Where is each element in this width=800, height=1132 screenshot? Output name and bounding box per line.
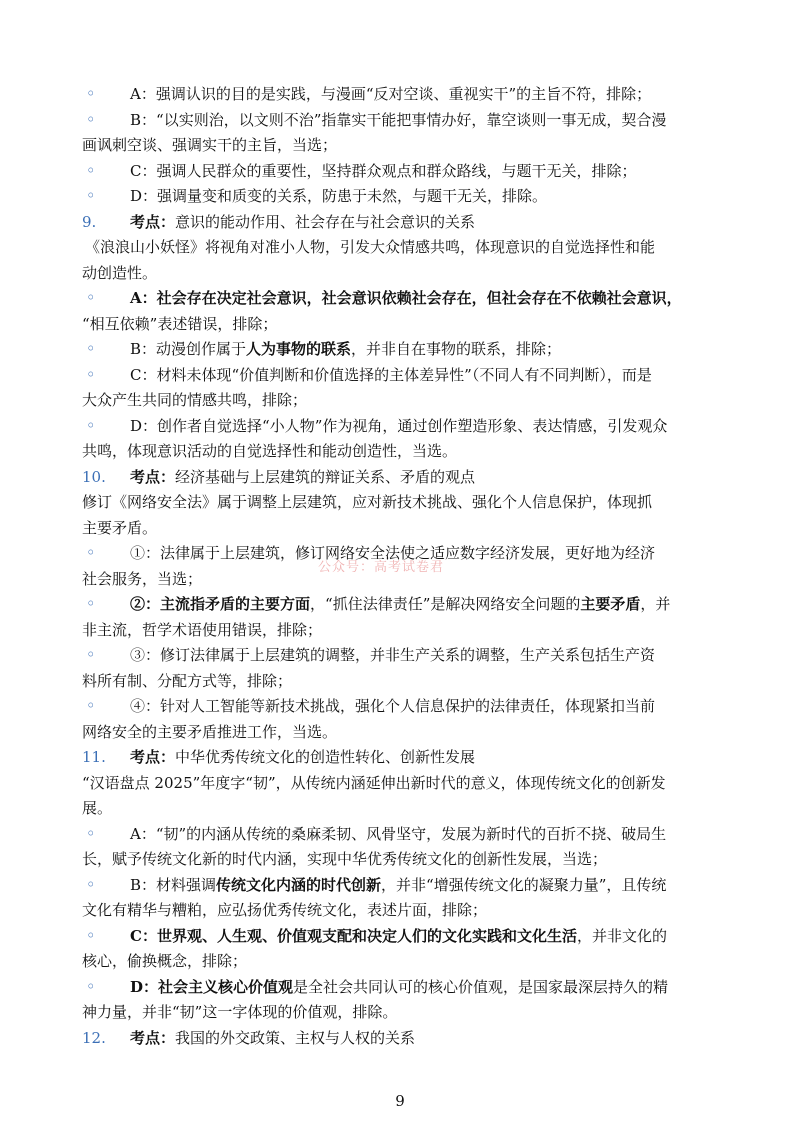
- text: 文化有精华与糟粕，应弘扬优秀传统文化，表述片面，排除；: [82, 901, 488, 919]
- text: 神力量，并非“韧”这一字体现的价值观，排除。: [82, 1003, 398, 1021]
- text: 长，赋予传统文化新的时代内涵，实现中华优秀传统文化的创新性发展，当选；: [82, 850, 608, 868]
- bullet-icon: ◦: [86, 84, 96, 103]
- bold-text: 社会存在决定社会意识，社会意识依赖社会存在，但社会存在不依赖社会意识，: [156, 289, 682, 307]
- option-line-cont: [82, 720, 722, 746]
- text: 展。: [82, 799, 113, 817]
- text: 共鸣，体现意识活动的自觉选择性和能动创造性，当选。: [82, 442, 458, 460]
- text: 社会服务，当选；: [82, 569, 203, 588]
- option-line: [82, 108, 722, 134]
- bullet-icon: ◦: [86, 823, 96, 843]
- option-line: [82, 286, 722, 312]
- text: 是全社会共同认可的核心价值观，是国家最深层持久的精: [293, 977, 669, 996]
- bold-text: C：: [130, 926, 157, 945]
- option-line-cont: [82, 669, 722, 695]
- bold-text: 传统文化内涵的时代创新: [216, 875, 382, 894]
- text: 主要矛盾。: [82, 518, 158, 537]
- option-line: [82, 924, 722, 950]
- bold-text: 考点：: [130, 1028, 176, 1047]
- analysis-line: [82, 261, 722, 287]
- text: 修订《网络安全法》属于调整上层建筑，应对新技术挑战、强化个人信息保护，体现抓: [82, 493, 653, 511]
- text: 《浪浪山小妖怪》将视角对准小人物，引发大众情感共鸣，体现意识的自觉选择性和能: [85, 238, 656, 256]
- text: A：“韧”的内涵从传统的桑麻柔韧、风骨坚守，发展为新时代的百折不挠、破局生: [130, 824, 667, 843]
- bold-text: 主流指矛盾的主要方面: [160, 595, 311, 613]
- text: 料所有制、分配方式等，排除；: [82, 671, 293, 690]
- text: 中华优秀传统文化的创造性转化、创新性发展: [175, 748, 476, 766]
- bullet-icon: ◦: [86, 594, 96, 613]
- option-line: [82, 822, 722, 848]
- analysis-line: [82, 490, 722, 516]
- text: B：“以实则治，以文则不治”指靠实干能把事情办好，靠空谈则一事无成，契合漫: [130, 110, 667, 129]
- option-line: [82, 873, 722, 899]
- option-line-cont: [82, 439, 722, 465]
- option-line: [82, 184, 722, 210]
- text: C：材料未体现“价值判断和价值选择的主体差异性”（不同人有不同判断），而是: [130, 365, 652, 384]
- text: 我国的外交政策、主权与人权的关系: [175, 1028, 416, 1047]
- text: “汉语盘点 2025”年度字“韧”，从传统内涵延伸出新时代的意义，体现传统文化的创新发: [82, 773, 666, 792]
- analysis-line: [82, 796, 722, 822]
- option-line: [82, 975, 722, 1001]
- question-number: 12.: [82, 1028, 106, 1047]
- option-line-cont: [82, 618, 722, 644]
- text: 大众产生共同的情感共鸣，排除；: [82, 391, 308, 409]
- bold-text: A：: [130, 289, 157, 307]
- option-line-cont: [82, 388, 722, 414]
- analysis-line: [82, 771, 722, 797]
- question-heading: [82, 210, 722, 236]
- bullet-icon: ◦: [86, 645, 96, 664]
- bullet-icon: ◦: [86, 976, 96, 996]
- bullet-icon: ◦: [86, 543, 96, 562]
- option-line-cont: [82, 1000, 722, 1026]
- bullet-icon: ◦: [86, 415, 96, 435]
- text: A：强调认识的目的是实践，与漫画“反对空谈、重视实干”的主旨不符，排除；: [130, 85, 652, 103]
- text: ，并非“增强传统文化的凝聚力量”，且传统: [381, 875, 667, 894]
- bold-text: 人为事物的联系: [246, 340, 352, 358]
- text: 意识的能动作用、社会存在与社会意识的关系: [175, 212, 476, 231]
- question-heading: [82, 1026, 722, 1052]
- bullet-icon: ◦: [86, 186, 96, 205]
- text: ③：修订法律属于上层建筑的调整，并非生产关系的调整，生产关系包括生产资: [130, 646, 656, 664]
- bold-text: D：: [130, 977, 159, 996]
- bold-text: 世界观、人生观、价值观支配和决定人们的文化实践和文化生活: [156, 926, 577, 945]
- analysis-line: [82, 516, 722, 542]
- bullet-icon: ◦: [86, 288, 96, 307]
- bold-text: 考点：: [130, 748, 176, 766]
- text: ，并: [640, 595, 671, 613]
- bullet-icon: ◦: [86, 339, 96, 358]
- option-line: [82, 159, 722, 185]
- option-line: [82, 363, 722, 389]
- question-heading: [82, 465, 722, 491]
- question-number: 9.: [82, 212, 97, 231]
- text: 核心，偷换概念，排除；: [82, 952, 248, 970]
- option-line: [82, 337, 722, 363]
- text: 非主流，哲学术语使用错误，排除；: [82, 620, 323, 639]
- option-line: [82, 414, 722, 440]
- bold-text: 主要矛盾: [580, 595, 641, 613]
- text: D：创作者自觉选择“小人物”作为视角，通过创作塑造形象、表达情感，引发观众: [130, 416, 668, 435]
- watermark-text: 公众号：高考试卷君: [318, 560, 445, 575]
- analysis-line: [82, 235, 722, 261]
- text: D：强调量变和质变的关系，防患于未然，与题干无关，排除。: [130, 187, 548, 205]
- text: B：材料强调: [130, 875, 217, 894]
- question-number: 11.: [82, 748, 106, 766]
- bold-text: ②：: [130, 595, 161, 613]
- question-number: 10.: [82, 467, 106, 486]
- text: ①：法律属于上层建筑，修订网络安全法使之适应数字经济发展，更好地为经济: [130, 544, 656, 562]
- text: “相互依赖”表述错误，排除；: [82, 314, 278, 333]
- text: ，并非文化的: [576, 926, 667, 945]
- bullet-icon: ◦: [86, 160, 96, 180]
- text: ，并非自在事物的联系，排除；: [351, 340, 562, 358]
- text: 经济基础与上层建筑的辩证关系、矛盾的观点: [175, 467, 476, 486]
- text: 网络安全的主要矛盾推进工作，当选。: [82, 722, 338, 741]
- text: 动创造性。: [82, 263, 158, 282]
- question-heading: [82, 745, 722, 771]
- bullet-icon: ◦: [86, 109, 96, 129]
- text: 画讽刺空谈、强调实干的主旨，当选；: [82, 136, 338, 154]
- option-line: [82, 694, 722, 720]
- bullet-icon: ◦: [86, 696, 96, 715]
- text: ④：针对人工智能等新技术挑战，强化个人信息保护的法律责任，体现紧扣当前: [130, 697, 656, 715]
- option-line-cont: [82, 312, 722, 338]
- text: ，“抓住法律责任”是解决网络安全问题的: [310, 595, 581, 613]
- bold-text: 考点：: [130, 467, 176, 486]
- bullet-icon: ◦: [86, 925, 96, 945]
- text: C：强调人民群众的重要性，坚持群众观点和群众路线，与题干无关，排除；: [130, 161, 637, 180]
- option-line: [82, 643, 722, 669]
- option-line: [82, 82, 722, 108]
- page-number: 9: [395, 1092, 405, 1110]
- bold-text: 考点：: [130, 212, 176, 231]
- option-line-cont: [82, 898, 722, 924]
- option-line-cont: [82, 949, 722, 975]
- text: B：动漫创作属于: [130, 340, 247, 358]
- option-line-cont: [82, 847, 722, 873]
- bullet-icon: ◦: [86, 874, 96, 894]
- bullet-icon: ◦: [86, 364, 96, 384]
- bold-text: 社会主义核心价值观: [158, 977, 294, 996]
- option-line-cont: [82, 133, 722, 159]
- option-line: [82, 592, 722, 618]
